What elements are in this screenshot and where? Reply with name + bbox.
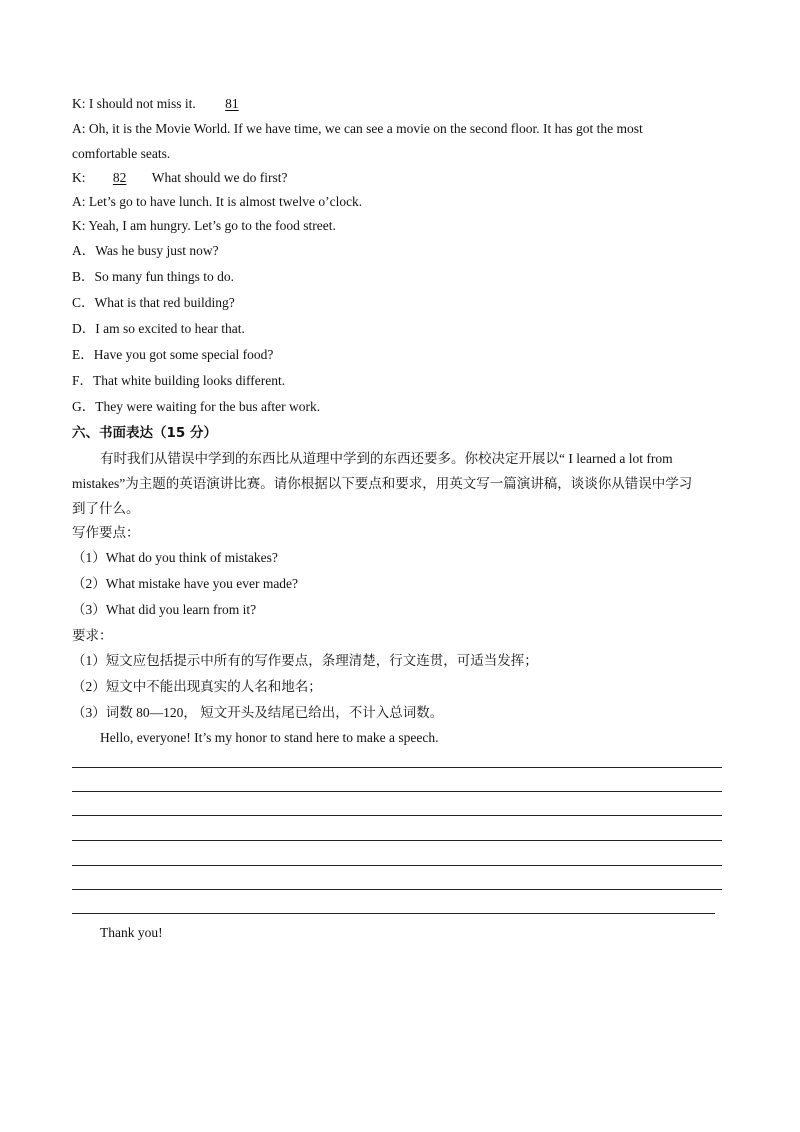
- dialogue-line-k2: [72, 169, 287, 187]
- dialogue-line-a2: A: Let’s go to have lunch. It is almost twelve o’clock.: [72, 194, 363, 209]
- option-d: D．I am so excited to hear that.: [72, 321, 245, 336]
- writing-point-1: （1）What do you think of mistakes?: [72, 550, 278, 565]
- requirement-2: （2）短文中不能出现真实的人名和地名；: [72, 679, 322, 694]
- answer-blank-82: 82: [112, 170, 127, 185]
- prompt-intro-line1: 有时我们从错误中学到的东西比从道理中学到的东西还要多。你校决定开展以“ I learned a lot from: [100, 451, 673, 466]
- requirement-1: （1）短文应包括提示中所有的写作要点，条理清楚，行文连贯，可适当发挥；: [72, 653, 538, 668]
- section-title: 六、书面表达（15 分）: [72, 425, 217, 441]
- prompt-intro-line2: mistakes”为主题的英语演讲比赛。请你根据以下要点和要求，用英文写一篇演讲稿，谈谈你从错误中学习: [72, 476, 693, 491]
- essay-opening: Hello, everyone! It’s my honor to stand here to make a speech.: [100, 730, 439, 745]
- option-e: E．Have you got some special food?: [72, 347, 274, 362]
- option-c: C．What is that red building?: [72, 295, 235, 310]
- essay-closing: Thank you!: [100, 925, 163, 940]
- answer-line[interactable]: [72, 865, 722, 866]
- dialogue-line-k1: [72, 95, 245, 113]
- requirement-3: （3）词数 80—120， 短文开头及结尾已给出，不计入总词数。: [72, 705, 444, 720]
- dialogue-text: K: I should not miss it.: [72, 96, 196, 111]
- writing-point-2: （2）What mistake have you ever made?: [72, 576, 299, 591]
- requirements-label: 要求：: [72, 628, 113, 643]
- points-label: 写作要点：: [72, 525, 140, 540]
- answer-line[interactable]: [72, 791, 722, 792]
- speaker-label: K:: [72, 170, 86, 185]
- dialogue-text: What should we do first?: [151, 170, 288, 185]
- dialogue-line-a1-cont: comfortable seats.: [72, 146, 171, 161]
- option-f: F．That white building looks different.: [72, 373, 286, 388]
- writing-point-3: （3）What did you learn from it?: [72, 602, 257, 617]
- dialogue-line-k3: K: Yeah, I am hungry. Let’s go to the food street.: [72, 218, 336, 233]
- answer-blank-81: 81: [225, 96, 239, 111]
- dialogue-line-a1: A: Oh, it is the Movie World. If we have time, we can see a movie on the second floor. It has got the most: [72, 121, 643, 136]
- option-g: G．They were waiting for the bus after work.: [72, 399, 321, 414]
- answer-line[interactable]: [72, 767, 722, 768]
- answer-line[interactable]: [72, 815, 722, 816]
- option-b: B．So many fun things to do.: [72, 269, 235, 284]
- option-a: A．Was he busy just now?: [72, 243, 219, 258]
- prompt-intro-line3: 到了什么。: [72, 501, 140, 516]
- answer-line[interactable]: [72, 913, 715, 914]
- answer-line[interactable]: [72, 840, 722, 841]
- answer-line[interactable]: [72, 889, 722, 890]
